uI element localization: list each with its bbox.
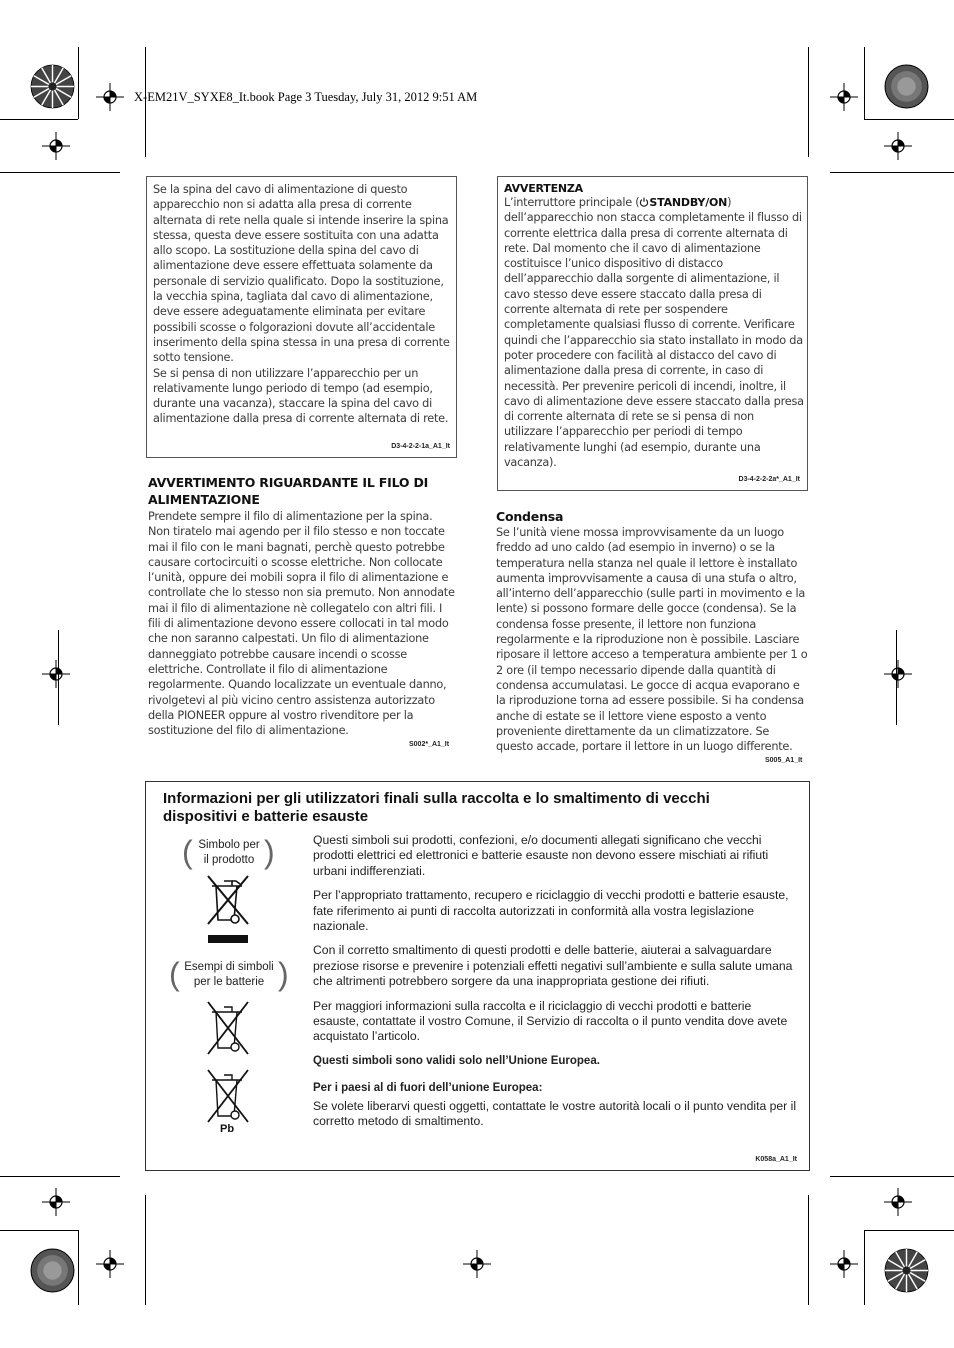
reference-code: S005_A1_It [765, 757, 803, 764]
bracket-right-icon: ) [264, 834, 275, 870]
plug-box-paragraph: Se la spina del cavo di alimentazione di questo apparecchio non si adatta alla presa di corrente alternata di rete nella quale si intende inserire la spina stessa, questa deve essere sostituita con una adatta allo scopo. La sostituzione della spina del cavo di alimentazione deve essere effettuata solamente da personale di servizio qualificato. Dopo la sostituzione, la vecchia spina, tagliata dal cavo di alimentazione, deve essere adeguatamente eliminata per evitare possibili scosse o folgorazioni dovute all’accidentale inserimento della spina stessa in una presa di corrente sotto tensione. [153, 183, 450, 365]
section-body: Se l’unità viene mossa improvvisamente da un luogo freddo ad uno caldo (ad esempio in inverno) o se la temperatura nella stanza nel quale il lettore è installato aumenta improvvisamente a causa di una stufa o altro, all’interno dell’apparecchio (sulle parti in movimento e la lente) si possono formare delle gocce (condensa). Se la condensa fosse presente, il lettore non funziona regolarmente e la riproduzione non è possibile. Lasciare riposare il lettore acceso a temperatura ambiente per 1 o 2 ore (il tempo necessario dipende dalla quantità di condensa accumulatasi. Le gocce di acqua evaporano e la riproduzione torna ad essere possibile. Si ha condensa anche di estate se il lettore viene esposto a vento proveniente direttamente da un climatizzatore. Se questo accade, portare il lettore in un luogo differente. [496, 526, 808, 754]
warning-text [504, 195, 804, 470]
disposal-paragraph: Questi simboli sui prodotti, confezioni, e/o documenti allegati significano che vecchi prodotti elettrici ed elettronici e batterie esauste non devono essere mischiati ai rifiuti urbani indifferenziati. [313, 833, 769, 878]
pb-label: Pb [220, 1123, 235, 1135]
color-wheel-icon [30, 64, 75, 109]
bracket-right-icon: ) [278, 956, 289, 992]
registration-mark-icon [96, 1250, 124, 1278]
warning-intro: L’interruttore principale ( [504, 196, 640, 209]
disposal-text [313, 833, 797, 1139]
reference-code: D3-4-2-2-2a*_A1_It [738, 476, 800, 483]
warning-content [504, 182, 804, 470]
plug-replacement-box [146, 176, 457, 458]
registration-mark-icon [830, 1250, 858, 1278]
registration-mark-icon [42, 1188, 70, 1216]
crop-mark-icon [864, 1230, 865, 1305]
crossed-bin-icon [202, 872, 254, 948]
reference-code: K058a_A1_It [755, 1156, 797, 1163]
crop-mark-icon [0, 119, 78, 120]
crop-mark-icon [0, 1230, 78, 1231]
standby-on-label: STANDBY/ON [649, 196, 728, 209]
reference-code: S002*_A1_It [409, 741, 450, 748]
crossed-bin-icon [202, 1068, 254, 1126]
condensation-section [496, 508, 809, 754]
color-wheel-icon [30, 1248, 75, 1293]
reference-code: D3-4-2-2-1a_A1_It [391, 443, 450, 450]
registration-mark-icon [884, 1188, 912, 1216]
registration-mark-icon [42, 660, 70, 688]
crossed-bin-icon [202, 1000, 254, 1058]
registration-mark-icon [42, 132, 70, 160]
warning-body: dell’apparecchio non stacca completamente il flusso di corrente elettrica dalla presa di corrente alternata di rete. Dal momento che il cavo di alimentazione costituisce l’unico dispositivo di distacco dell’apparecchio dalla sorgente di alimentazione, il cavo stesso deve essere staccato dalla presa di corrente alternata di rete per sospendere completamente qualsiasi flusso di corrente. Verificare quindi che l’apparecchio sia stato installato in modo da poter procedere con facilità al distacco del cavo di alimentazione dalla presa di corrente, in caso di necessità. Per prevenire pericoli di incendi, inoltre, il cavo di alimentazione deve essere staccato dalla presa di corrente alternata di rete se si pensa di non utilizzare l’apparecchio per periodi di tempo relativamente lunghi (ad esempio, durante una vacanza). [504, 211, 804, 470]
section-title: AVVERTIMENTO RIGUARDANTE IL FILO DI ALIMENTAZIONE [148, 475, 429, 507]
crop-mark-icon [830, 172, 954, 173]
non-eu-title: Per i paesi al di fuori dell’unione Europea: [313, 1082, 543, 1095]
crop-mark-icon [0, 1176, 120, 1177]
crop-mark-icon [830, 1176, 954, 1177]
crop-mark-icon [864, 119, 954, 120]
eu-note: Questi simboli sono validi solo nell’Unione Europea. [313, 1054, 600, 1067]
crop-mark-icon [78, 1230, 79, 1305]
disposal-box [145, 781, 810, 1171]
disposal-paragraph: Per maggiori informazioni sulla raccolta e il riciclaggio di vecchi prodotti e batterie esauste, contattate il vostro Comune, il Servizio di raccolta o il punto vendita dove avete acquistato l’articolo. [313, 998, 788, 1044]
warning-title: AVVERTENZA [504, 182, 583, 195]
color-wheel-icon [884, 1248, 929, 1293]
plug-box-text [153, 182, 453, 427]
color-wheel-icon [884, 64, 929, 109]
warning-intro-end: ) [727, 196, 732, 209]
crop-mark-icon [0, 172, 120, 173]
section-body: Prendete sempre il filo di alimentazione per la spina. Non tiratelo mai agendo per il filo stesso e non toccate mai il filo con le mani bagnati, perchè questo potrebbe causare cortocircuiti o scosse elettriche. Non collocate l’unità, oppure dei mobili sopra il filo di alimentazione e controllate che lo stesso non sia premuto. Non annodate mai il filo di alimentazione nè collegatelo con altri fili. I fili di alimentazione devono essere collocati in tal modo che non saranno calpestati. Un filo di alimentazione danneggiato potrebbe causare incendi o scosse elettriche. Controllate il filo di alimentazione regolarmente. Quando localizzate un eventuale danno, rivolgetevi al più vicino centro assistenza autorizzato della PIONEER oppure al vostro rivenditore per la sostituzione del filo di alimentazione. [148, 510, 455, 738]
crop-mark-icon [864, 1230, 954, 1231]
crop-mark-icon [78, 47, 79, 119]
non-eu-body: Se volete liberarvi questi oggetti, contattate le vostre autorità locali o il punto vendita per il corretto metodo di smaltimento. [313, 1098, 797, 1129]
section-title: Condensa [496, 509, 564, 524]
disposal-title: Informazioni per gli utilizzatori finali sulla raccolta e lo smaltimento di vecchi dispositivi e batterie esauste [163, 790, 710, 825]
battery-symbol-caption: Esempi di simboli per le batterie [184, 961, 274, 988]
registration-mark-icon [830, 83, 858, 111]
disposal-paragraph: Per l’appropriato trattamento, recupero e riciclaggio di vecchi prodotti e batterie esauste, fate riferimento ai punti di raccolta autorizzati in conformità alla vostra legislazione nazionale. [313, 888, 789, 934]
crop-mark-icon [808, 1195, 809, 1305]
crop-mark-icon [808, 47, 809, 157]
registration-mark-icon [884, 660, 912, 688]
registration-mark-icon [463, 1250, 491, 1278]
registration-mark-icon [884, 132, 912, 160]
product-symbol-caption: Simbolo per il prodotto [198, 839, 260, 866]
power-standby-icon [639, 197, 649, 207]
crop-mark-icon [145, 1195, 146, 1305]
book-info-header: X-EM21V_SYXE8_It.book Page 3 Tuesday, July 31, 2012 9:51 AM [134, 90, 478, 104]
cord-section [148, 474, 456, 738]
crop-mark-icon [864, 47, 865, 119]
bracket-left-icon: ( [182, 834, 193, 870]
warning-box [497, 176, 808, 491]
bracket-left-icon: ( [169, 956, 180, 992]
plug-box-paragraph: Se si pensa di non utilizzare l’apparecchio per un relativamente lungo periodo di tempo (ad esempio, durante una vacanza), staccare la spina del cavo di alimentazione dalla presa di corrente alternata di rete. [153, 366, 449, 426]
registration-mark-icon [96, 83, 124, 111]
disposal-paragraph: Con il corretto smaltimento di questi prodotti e delle batterie, aiuterai a salvaguardare preziose risorse e prevenire i potenziali effetti negativi sull’ambiente e sulla salute umana che altrimenti potrebbero sorgere da una inappropriata gestione dei rifiuti. [313, 943, 793, 989]
